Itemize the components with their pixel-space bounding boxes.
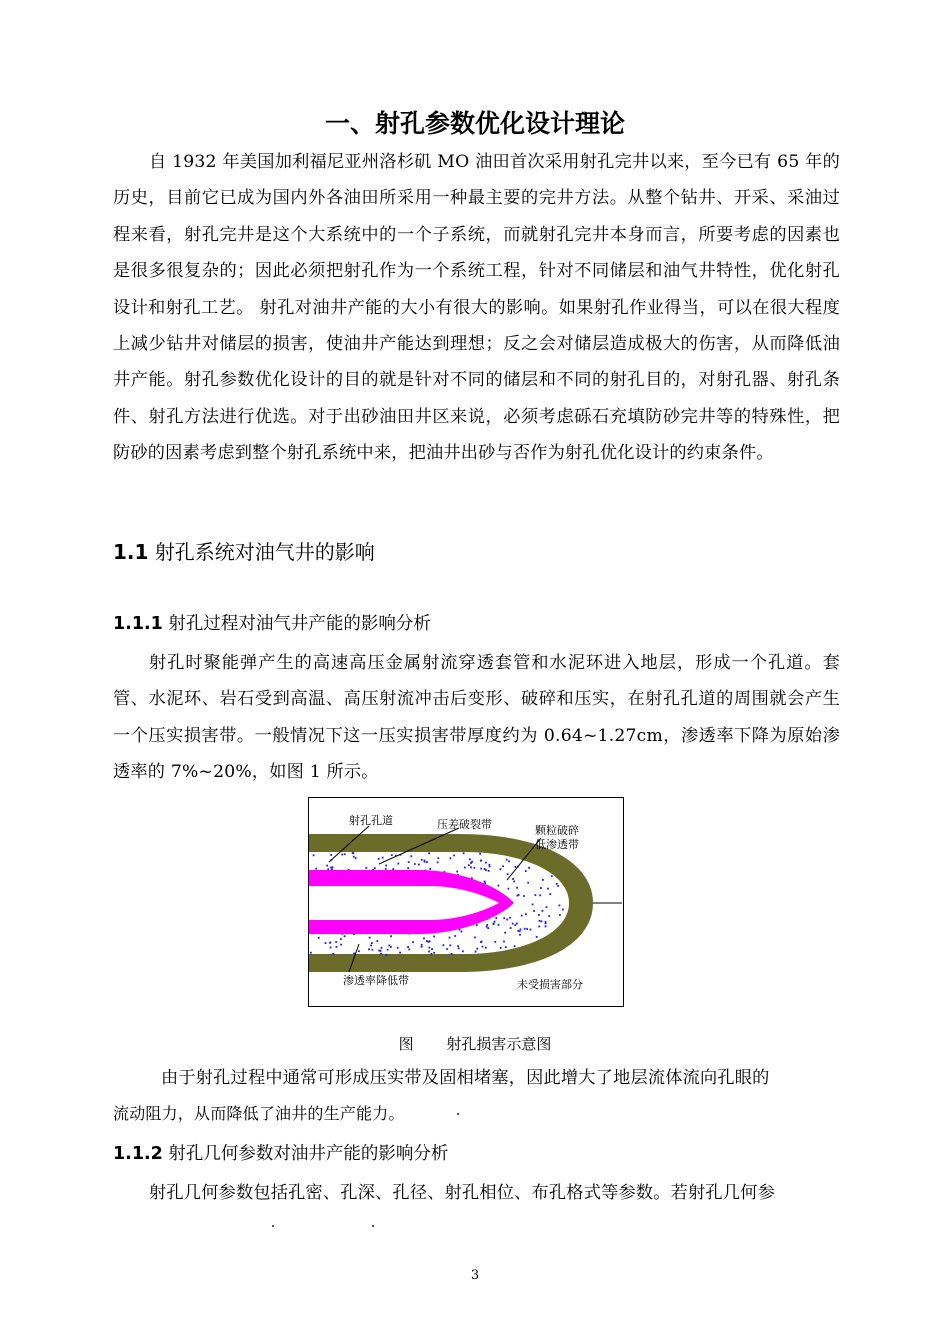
label-pressure-fracture-zone: 压差破裂带	[437, 818, 492, 831]
caption-prefix: 图	[398, 1035, 414, 1053]
damage-dot	[500, 947, 502, 949]
damage-dot	[358, 950, 360, 952]
stray-mark	[372, 1225, 374, 1227]
damage-dot	[390, 946, 392, 948]
damage-dot	[408, 949, 410, 951]
damage-dot	[353, 852, 355, 854]
damage-dot	[341, 854, 343, 856]
damage-dot	[428, 951, 430, 953]
damage-dot	[380, 950, 382, 952]
damage-dot	[429, 868, 431, 870]
damage-dot	[313, 854, 315, 856]
damage-dot	[318, 937, 320, 939]
damage-dot	[458, 947, 460, 949]
damage-dot	[479, 853, 481, 855]
damage-dot	[424, 861, 426, 863]
damage-dot	[355, 857, 357, 859]
damage-dot	[562, 909, 564, 911]
damage-dot	[520, 929, 522, 931]
damage-dot	[542, 910, 544, 912]
damage-dot	[329, 942, 331, 944]
damage-dot	[512, 923, 514, 925]
damage-dot	[523, 895, 525, 897]
damage-dot	[503, 941, 505, 943]
damage-dot	[387, 949, 389, 951]
damage-dot	[421, 946, 423, 948]
damage-dot	[527, 882, 529, 884]
damage-dot	[397, 863, 399, 865]
damage-dot	[330, 867, 332, 869]
damage-dot	[508, 861, 510, 863]
damage-dot	[431, 948, 433, 950]
damage-dot	[516, 923, 518, 925]
damage-dot	[549, 893, 551, 895]
damage-dot	[429, 940, 431, 942]
page-number: 3	[470, 1268, 480, 1283]
damage-dot	[542, 879, 544, 881]
damage-dot	[486, 926, 488, 928]
damage-dot	[517, 895, 519, 897]
damage-dot	[559, 905, 561, 907]
section-number: 1.1	[113, 540, 149, 564]
damage-dot	[498, 924, 500, 926]
damage-dot	[468, 864, 470, 866]
damage-dot	[426, 861, 428, 863]
damage-dot	[474, 937, 476, 939]
damage-dot	[423, 938, 425, 940]
damage-dot	[430, 953, 432, 955]
damage-dot	[507, 873, 509, 875]
damage-dot	[451, 953, 453, 955]
damage-dot	[503, 917, 505, 919]
damage-dot	[485, 862, 487, 864]
section-heading-1-1-2	[113, 1140, 448, 1165]
damage-dot	[557, 885, 559, 887]
damage-dot	[386, 954, 388, 956]
damage-dot	[325, 942, 327, 944]
damage-dot	[485, 947, 487, 949]
damage-dot	[412, 941, 414, 943]
damage-dot	[428, 852, 430, 854]
paragraph-line: 由于射孔过程中通常可形成压实带及固相堵塞，因此增大了地层流体流向孔眼的	[161, 1068, 770, 1088]
damage-dot	[556, 883, 558, 885]
damage-dot	[509, 917, 511, 919]
damage-dot	[541, 921, 543, 923]
damage-dot	[540, 887, 542, 889]
damage-dot	[391, 854, 393, 856]
damage-dot	[414, 863, 416, 865]
damage-dot	[485, 869, 487, 871]
section-title: 射孔过程对油气井产能的影响分析	[168, 614, 431, 634]
damage-dot	[408, 861, 410, 863]
damage-dot	[407, 867, 409, 869]
damage-dot	[480, 860, 482, 862]
damage-dot	[486, 924, 488, 926]
damage-dot	[502, 865, 504, 867]
damage-dot	[410, 855, 412, 857]
page-title: 一、射孔参数优化设计理论	[324, 109, 625, 138]
damage-dot	[369, 937, 371, 939]
damage-dot	[453, 855, 455, 857]
damage-dot	[488, 870, 490, 872]
intro-paragraph: 自 1932 年美国加利福尼亚州洛杉矶 MO 油田首次采用射孔完井以来，至今已有 65 年的历史，目前它已成为国内外各油田所采用一种最主要的完井方法。从整个钻井、开采、采油过程来看，射孔完井是这个大系统中的一个子系统，而就射孔完井本身而言，所要考虑的因素也是很多很复杂的；因此必须把射孔作为一个系统工程，针对不同储层和油气井特性，优化射孔设计和射孔工艺。 射孔对油井产能的大小有很大的影响。如果射孔作业得当，可以在很大程度上减少钻井对储层的损害，使油井产能达到理想；反之会对储层造成极大的伤害，从而降低油井产能。射孔参数优化设计的目的就是针对不同的储层和不同的射孔目的，对射孔器、射孔条件、射孔方法进行优选。对于出砂油田井区来说，必须考虑砾石充填防砂完井等的特殊性，把防砂的因素考虑到整个射孔系统中来，把油井出砂与否作为射孔优化设计的约束条件。	[113, 152, 840, 464]
damage-dot	[538, 914, 540, 916]
damage-dot	[498, 885, 500, 887]
damage-dot	[335, 941, 337, 943]
damage-dot	[380, 953, 382, 955]
perforation-damage-diagram	[309, 798, 623, 1006]
damage-dot	[526, 928, 528, 930]
damage-dot	[443, 944, 445, 946]
damage-dot	[487, 927, 489, 929]
damage-dot	[482, 946, 484, 948]
damage-dot	[332, 953, 334, 955]
damage-dot	[315, 868, 317, 870]
label-undamaged-zone: 未受损害部分	[517, 978, 583, 991]
damage-dot	[539, 920, 541, 922]
damage-dot	[353, 856, 355, 858]
damage-dot	[340, 938, 342, 940]
damage-dot	[475, 951, 477, 953]
damage-dot	[374, 867, 376, 869]
damage-dot	[516, 887, 518, 889]
damage-dot	[545, 923, 547, 925]
damage-dot	[382, 857, 384, 859]
damage-dot	[559, 914, 561, 916]
damage-dot	[353, 953, 355, 955]
damage-dot	[392, 868, 394, 870]
damage-dot	[548, 915, 550, 917]
damage-dot	[551, 875, 553, 877]
damage-dot	[463, 852, 465, 854]
damage-dot	[372, 949, 374, 951]
damage-dot	[474, 867, 476, 869]
damage-dot	[525, 870, 527, 872]
damage-dot	[421, 859, 423, 861]
damage-dot	[470, 867, 472, 869]
damage-dot	[489, 866, 491, 868]
damage-dot	[533, 910, 535, 912]
damage-dot	[515, 866, 517, 868]
damage-dot	[336, 946, 338, 948]
figure-caption	[0, 1033, 950, 1054]
damage-dot	[399, 952, 401, 954]
damage-dot	[385, 865, 387, 867]
damage-dot	[388, 945, 390, 947]
damage-dot	[519, 934, 521, 936]
damage-dot	[484, 881, 486, 883]
damage-dot	[530, 929, 532, 931]
damage-dot	[437, 857, 439, 859]
damage-dot	[376, 940, 378, 942]
damage-dot	[532, 904, 534, 906]
label-crushed-zone-2: 低渗透带	[535, 838, 579, 851]
perforation-damage-figure	[308, 797, 624, 1007]
damage-dot	[457, 945, 459, 947]
damage-dot	[368, 948, 370, 950]
damage-dot	[378, 858, 380, 860]
damage-dot	[426, 940, 428, 942]
damage-dot	[513, 881, 515, 883]
damage-dot	[528, 867, 530, 869]
damage-dot	[469, 858, 471, 860]
paragraph-after-figure	[113, 1060, 840, 1133]
damage-dot	[521, 915, 523, 917]
damage-dot	[546, 906, 548, 908]
damage-dot	[494, 941, 496, 943]
damage-dot	[525, 913, 527, 915]
damage-dot	[538, 926, 540, 928]
damage-dot	[500, 868, 502, 870]
damage-dot	[340, 944, 342, 946]
damage-dot	[470, 862, 472, 864]
section-title: 射孔系统对油气井的影响	[154, 540, 375, 564]
damage-dot	[462, 950, 464, 952]
label-perforation-tunnel: 射孔孔道	[349, 814, 393, 827]
damage-dot	[512, 878, 514, 880]
damage-dot	[446, 948, 448, 950]
label-crushed-zone-1: 颗粒破碎	[535, 824, 579, 837]
damage-dot	[547, 888, 549, 890]
damage-dot	[310, 952, 312, 954]
damage-dot	[514, 945, 516, 947]
damage-dot	[437, 862, 439, 864]
damage-dot	[494, 921, 496, 923]
damage-dot	[365, 867, 367, 869]
damage-dot	[510, 927, 512, 929]
damage-dot	[480, 941, 482, 943]
damage-dot	[476, 924, 478, 926]
damage-dot	[454, 935, 456, 937]
damage-dot	[344, 935, 346, 937]
damage-dot	[421, 944, 423, 946]
section-number: 1.1.2	[113, 1144, 163, 1164]
damage-dot	[449, 944, 451, 946]
damage-dot	[493, 923, 495, 925]
damage-dot	[476, 948, 478, 950]
damage-dot	[504, 932, 506, 934]
damage-dot	[535, 894, 537, 896]
damage-dot	[545, 926, 547, 928]
damage-dot	[418, 864, 420, 866]
damage-dot	[397, 947, 399, 949]
damage-dot	[539, 894, 541, 896]
damage-dot	[489, 864, 491, 866]
damage-dot	[381, 947, 383, 949]
paragraph-1-1-1: 射孔时聚能弹产生的高速高压金属射流穿透套管和水泥环进入地层，形成一个孔道。套管、水泥环、岩石受到高温、高压射流冲击后变形、破碎和压实，在射孔孔道的周围就会产生一个压实损害带。一般情况下这一压实损害带厚度约为 0.64~1.27cm，渗透率下降为原始渗透率的 7%~20%，如图 1 所示。	[113, 653, 840, 783]
damage-dot	[330, 947, 332, 949]
damage-dot	[429, 947, 431, 949]
damage-dot	[449, 937, 451, 939]
damage-dot	[519, 930, 521, 932]
damage-dot	[505, 946, 507, 948]
damage-dot	[464, 867, 466, 869]
damage-dot	[450, 857, 452, 859]
damage-dot	[370, 945, 372, 947]
label-reduced-permeability-zone: 渗透率降低带	[343, 974, 409, 987]
section-heading-1-1	[113, 536, 375, 565]
caption-text: 射孔损害示意图	[446, 1035, 552, 1053]
damage-dot	[326, 865, 328, 867]
damage-dot	[390, 935, 392, 937]
damage-dot	[344, 853, 346, 855]
damage-dot	[456, 871, 458, 873]
damage-dot	[433, 936, 435, 938]
paragraph-1-1-2: 射孔几何参数包括孔密、孔深、孔径、射孔相位、布孔格式等参数。若射孔几何参	[149, 1183, 775, 1203]
damage-dot	[330, 854, 332, 856]
stray-mark	[457, 1113, 459, 1115]
damage-dot	[371, 942, 373, 944]
damage-dot	[524, 928, 526, 930]
damage-dot	[536, 936, 538, 938]
damage-dot	[514, 924, 516, 926]
damage-dot	[385, 868, 387, 870]
section-heading-1-1-1	[113, 610, 431, 635]
damage-dot	[506, 919, 508, 921]
paragraph-line: 流动阻力，从而降低了油井的生产能力。	[113, 1104, 405, 1124]
damage-dot	[480, 868, 482, 870]
damage-dot	[495, 917, 497, 919]
damage-dot	[461, 931, 463, 933]
damage-dot	[407, 946, 409, 948]
section-title: 射孔几何参数对油井产能的影响分析	[168, 1144, 449, 1164]
stray-mark	[272, 1225, 274, 1227]
section-number: 1.1.1	[113, 614, 163, 634]
damage-dot	[508, 888, 510, 890]
damage-dot	[433, 952, 435, 954]
damage-dot	[506, 859, 508, 861]
